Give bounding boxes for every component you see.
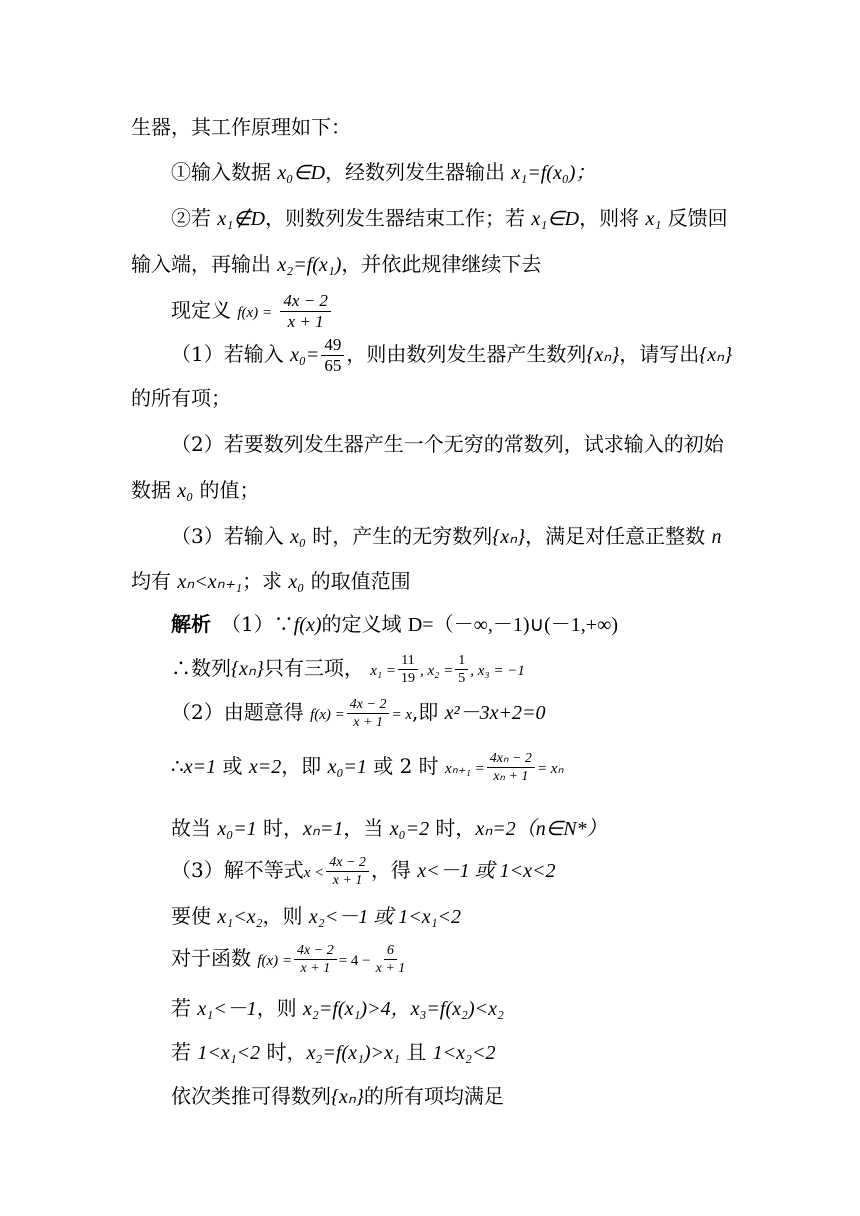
text-line-15 <box>171 744 563 791</box>
text: （3）解不等式 <box>171 858 304 882</box>
math: xₙ₊₁ = <box>445 761 485 777</box>
text: 输入端，再输出 <box>131 252 278 276</box>
math: xₙ<xₙ₊₁ <box>177 571 243 593</box>
math: x₀=2 <box>389 818 430 840</box>
math: f(x) = <box>310 707 345 723</box>
text: ，并依此规律继续下去 <box>341 252 542 276</box>
denominator: 19 <box>400 671 415 686</box>
text: 生器，其工作原理如下： <box>131 115 351 139</box>
math: , x₃ = −1 <box>470 663 525 679</box>
text: 要使 <box>171 904 218 928</box>
math: f(x) <box>293 614 322 636</box>
denominator: x + 1 <box>287 312 324 331</box>
math: x₀ <box>177 480 194 502</box>
denominator: xₙ + 1 <box>493 769 529 784</box>
math: x₁∈D <box>531 208 580 230</box>
text: （1）若输入 <box>171 342 291 366</box>
math: x₀ <box>290 526 306 548</box>
math: xₙ=2（n∈N*） <box>475 818 607 840</box>
text-line-4 <box>131 250 541 279</box>
text: 时， <box>260 1040 307 1064</box>
math: {xₙ} <box>492 526 526 548</box>
denominator: x + 1 <box>332 873 363 888</box>
fraction <box>373 942 409 977</box>
text: 的所有项均满足 <box>363 1084 504 1108</box>
text: ∴数列 <box>171 656 231 680</box>
text: ,即 <box>411 700 445 724</box>
text-line-1 <box>131 113 351 141</box>
text: 若 <box>171 1040 198 1064</box>
math: f(x) = <box>257 953 293 969</box>
denominator: 65 <box>324 356 342 375</box>
math: x₀ <box>288 571 305 593</box>
fraction <box>455 652 468 687</box>
numerator: 4x − 2 <box>347 696 390 714</box>
math: = x <box>391 707 412 723</box>
text-line-14 <box>171 690 545 737</box>
text: ，得 <box>370 858 418 882</box>
text-line-22 <box>171 1082 504 1111</box>
denominator: x + 1 <box>300 961 331 976</box>
fraction <box>326 854 369 889</box>
math: x₂=f(x₁)>4，x₃=f(x₂)<x₂ <box>303 998 504 1020</box>
text: （3）若输入 <box>171 524 291 548</box>
text: 时，产生的无穷数列 <box>305 524 493 548</box>
text: ，则由数列发生器产生数列 <box>346 342 587 366</box>
text: ，则数列发生器结束工作；若 <box>265 206 532 230</box>
fraction <box>321 335 344 376</box>
math: x₁ = <box>370 663 396 679</box>
fraction <box>280 291 331 332</box>
numerator: 4x − 2 <box>294 942 337 960</box>
math: x₁<x₂ <box>217 906 263 928</box>
numerator: 4xₙ − 2 <box>487 750 535 768</box>
text-line-11 <box>131 567 411 596</box>
math: x=2 <box>248 756 282 778</box>
text: 故当 <box>171 816 218 840</box>
text: 的所有项； <box>131 386 231 410</box>
numerator: 6 <box>384 942 397 960</box>
numerator: 49 <box>321 335 344 356</box>
text: 只有三项， <box>263 656 364 680</box>
text-line-8 <box>171 430 724 458</box>
math: x₁<－1 <box>197 998 257 1020</box>
text-line-17 <box>171 848 556 895</box>
denominator: x + 1 <box>375 961 406 976</box>
fraction <box>398 652 418 687</box>
text: 时， <box>429 816 476 840</box>
numerator: 1 <box>455 652 468 670</box>
numerator: 4x − 2 <box>280 291 331 312</box>
text: （2）若要数列发生器产生一个无穷的常数列，试求输入的初始 <box>171 432 724 456</box>
math: 1<x₁<2 <box>197 1042 261 1064</box>
math: {xₙ} <box>331 1086 364 1108</box>
text: （2）由题意得 <box>171 700 304 724</box>
fraction <box>294 942 337 977</box>
math: D=（－∞,－1)∪(－1,+∞) <box>407 614 618 636</box>
text: 或 <box>216 754 249 778</box>
math: x₀=1 <box>327 756 367 778</box>
text-line-3 <box>171 204 728 233</box>
math: x₀= <box>290 344 320 366</box>
text: 或 2 时 <box>366 754 439 778</box>
text: 均有 <box>131 569 178 593</box>
text: 的取值范围 <box>304 569 411 593</box>
text: ，则 <box>262 904 309 928</box>
denominator: 5 <box>458 671 466 686</box>
math: x<－1 或 1<x<2 <box>417 860 556 882</box>
text: ，则 <box>256 996 304 1020</box>
text: ，即 <box>281 754 328 778</box>
text: ，则将 <box>579 206 646 230</box>
text-line-16 <box>171 814 607 843</box>
math: x₀=1 <box>217 818 257 840</box>
text-line-2 <box>171 158 595 187</box>
math: n <box>711 526 722 548</box>
math: x₂=f(x₁)>x₁ <box>306 1042 400 1064</box>
text-line-9 <box>131 476 260 505</box>
text-line-21 <box>171 1038 495 1067</box>
text: 依次类推可得数列 <box>171 1084 331 1108</box>
text: 时， <box>256 816 304 840</box>
text: （1）∵ <box>231 612 294 636</box>
math: x₂<－1 或 1<x₁<2 <box>308 906 462 928</box>
text: 且 <box>399 1040 433 1064</box>
fraction <box>347 696 390 731</box>
text-line-20 <box>171 994 504 1023</box>
text: 的值； <box>193 478 260 502</box>
text: ①输入数据 <box>171 160 278 184</box>
text: ，满足对任意正整数 <box>525 524 712 548</box>
text: 若 <box>171 996 198 1020</box>
text: 数据 <box>131 478 178 502</box>
math: = 4 − <box>338 953 371 969</box>
solution-label: 解析 <box>171 612 211 636</box>
math: {xₙ} <box>586 344 620 366</box>
text-line-5 <box>171 288 333 335</box>
text: ，请写出 <box>619 342 700 366</box>
numerator: 11 <box>398 652 417 670</box>
math: = xₙ <box>536 761 564 777</box>
math: x₁=f(x₀)； <box>511 162 596 184</box>
math: xₙ=1 <box>303 818 344 840</box>
math: f(x) = <box>237 305 273 321</box>
math: 1<x₂<2 <box>432 1042 496 1064</box>
text-line-6 <box>171 332 732 377</box>
math: x²－3x+2=0 <box>444 702 546 724</box>
text: 的定义域 <box>321 612 408 636</box>
fraction <box>487 750 535 785</box>
text: ，当 <box>343 816 390 840</box>
math: , x₂ = <box>419 663 454 679</box>
text-line-19 <box>171 936 410 983</box>
math: x₀∈D <box>277 162 326 184</box>
text: ；求 <box>242 569 289 593</box>
math: {xₙ} <box>231 658 264 680</box>
text: ②若 <box>171 206 218 230</box>
text: 反馈回 <box>661 206 728 230</box>
text-line-12 <box>171 610 618 639</box>
math: x₂=f(x₁) <box>277 254 342 276</box>
numerator: 4x − 2 <box>326 854 369 872</box>
text: ∴ <box>171 754 184 778</box>
text-line-10 <box>171 522 722 551</box>
text: 现定义 <box>171 298 231 322</box>
math: {xₙ} <box>699 344 733 366</box>
text: ，经数列发生器输出 <box>325 160 512 184</box>
math: x₁ <box>645 208 662 230</box>
text-line-13 <box>171 646 525 693</box>
text-line-7 <box>131 384 231 412</box>
math: x₁∉D <box>217 208 266 230</box>
denominator: x + 1 <box>353 715 383 730</box>
text-line-18 <box>171 902 461 931</box>
math: x=1 <box>183 756 217 778</box>
text: 对于函数 <box>171 946 251 970</box>
math: x < <box>303 865 325 881</box>
